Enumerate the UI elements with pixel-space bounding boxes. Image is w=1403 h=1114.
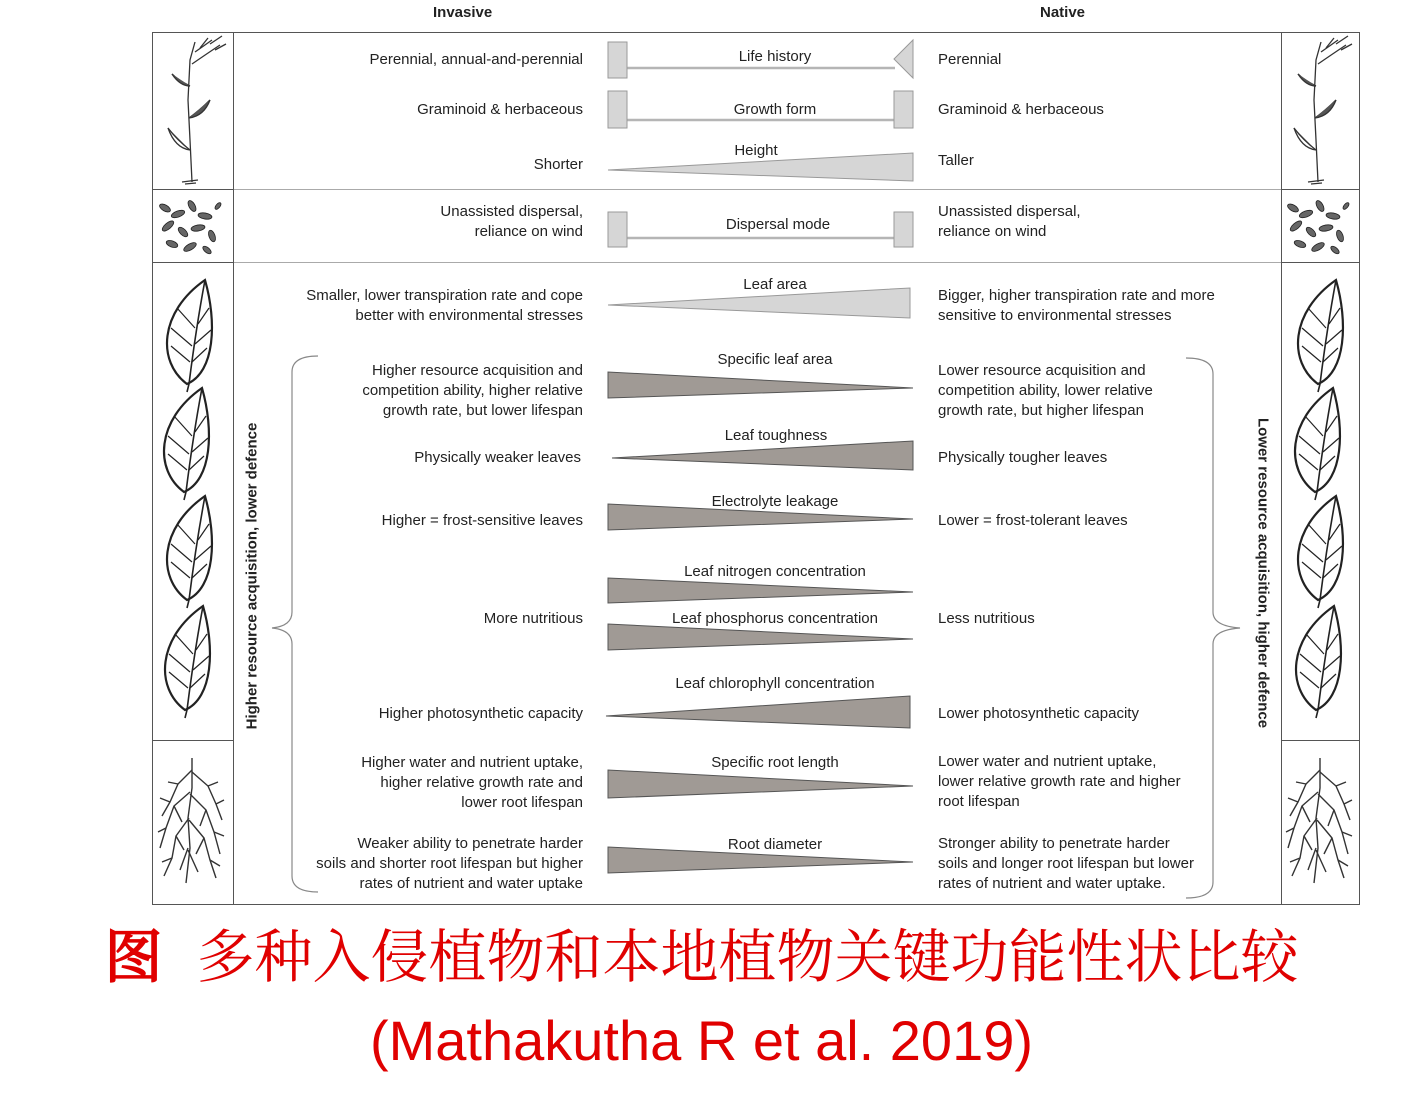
trait-root-diameter: Root diameter [727,836,823,853]
leaf-chlorophyll-wedge [606,696,910,728]
native-dispersal: Unassisted dispersal, reliance on wind [938,203,1081,240]
trait-height: Height [734,142,778,159]
invasive-life-history: Perennial, annual-and-perennial [369,51,583,68]
native-leaf-chlorophyll: Lower photosynthetic capacity [938,705,1139,722]
left-leaf-icon-2 [164,388,209,500]
right-leaf-icon-2 [1295,388,1340,500]
invasive-leaf-toughness: Physically weaker leaves [414,449,581,466]
native-leaf-toughness: Physically tougher leaves [938,449,1108,466]
leaf-toughness-wedge [612,441,913,470]
right-side-label: Lower resource acquisition, higher defence [1254,417,1272,729]
specific-root-length-wedge [608,770,913,798]
left-side-label: Higher resource acquisition, lower defence [243,422,261,730]
left-leaf-icon-3 [167,496,212,608]
native-specific-leaf-area: Lower resource acquisition and competition ability, lower relative growth rate, but higher lifespan [938,362,1153,419]
left-leaf-icon-1 [167,280,212,392]
trait-electrolyte-leakage: Electrolyte leakage [711,493,839,510]
left-leaf-icon-4 [165,606,210,718]
left-roots-icon [158,758,224,883]
right-leaf-icon-3 [1298,496,1343,608]
native-header: Native [1040,4,1086,21]
native-electrolyte-leakage: Lower = frost-tolerant leaves [938,512,1128,529]
invasive-electrolyte-leakage: Higher = frost-sensitive leaves [381,512,583,529]
right-plant-icon [1294,36,1352,184]
specific-leaf-area-wedge [608,372,913,398]
trait-specific-root-length: Specific root length [711,754,839,771]
left-brace [272,356,318,892]
trait-leaf-toughness: Leaf toughness [724,427,828,444]
native-leaf-area: Bigger, higher transpiration rate and more sensitive to environmental stresses [938,287,1215,324]
trait-leaf-nitrogen: Leaf nitrogen concentration [684,563,866,580]
trait-leaf-area: Leaf area [743,276,807,293]
invasive-specific-leaf-area: Higher resource acquisition and competition ability, higher relative growth rate, but lower lifespan [362,362,583,419]
left-seeds-icon [158,199,222,255]
invasive-leaf-area: Smaller, lower transpiration rate and cope better with environmental stresses [306,287,583,324]
trait-specific-leaf-area: Specific leaf area [717,351,833,368]
trait-growth-form: Growth form [733,101,817,118]
invasive-growth-form: Graminoid & herbaceous [417,101,583,118]
invasive-leaf-nutrients: More nutritious [483,610,583,627]
trait-life-history: Life history [738,48,812,65]
figure-label: 图 [104,923,163,991]
native-leaf-nutrients: Less nutritious [938,610,1035,627]
right-seeds-icon [1286,199,1350,255]
right-roots-icon [1286,758,1352,883]
trait-dispersal-mode: Dispersal mode [725,216,831,233]
right-brace [1186,358,1240,898]
native-growth-form: Graminoid & herbaceous [938,101,1104,118]
trait-leaf-phosphorus: Leaf phosphorus concentration [672,610,878,627]
invasive-specific-root-length: Higher water and nutrient uptake, higher relative growth rate and lower root lifespan [361,754,583,811]
native-life-history: Perennial [938,51,1002,68]
figure-citation: (Mathakutha R et al. 2019) [369,1009,1034,1072]
leaf-nitrogen-wedge [608,578,913,603]
right-leaf-icon-4 [1296,606,1341,718]
invasive-leaf-chlorophyll: Higher photosynthetic capacity [378,705,583,722]
native-height: Taller [938,152,974,169]
native-root-diameter: Stronger ability to penetrate harder soils and longer root lifespan but lower rates of nutrient and water uptake. [938,835,1194,892]
figure-caption-title [0,922,1403,992]
right-leaf-icon-1 [1298,280,1343,392]
left-plant-icon [168,36,226,184]
invasive-dispersal: Unassisted dispersal, reliance on wind [440,203,583,240]
invasive-height: Shorter [533,156,583,173]
invasive-header: Invasive [433,4,493,21]
native-specific-root-length: Lower water and nutrient uptake, lower relative growth rate and higher root lifespan [938,753,1181,810]
figure-title-text: 多种入侵植物和本地植物关键功能性状比较 [196,923,1299,991]
trait-leaf-chlorophyll: Leaf chlorophyll concentration [675,675,875,692]
invasive-root-diameter: Weaker ability to penetrate harder soils and shorter root lifespan but higher rates of nutrient and water uptake [316,835,583,892]
